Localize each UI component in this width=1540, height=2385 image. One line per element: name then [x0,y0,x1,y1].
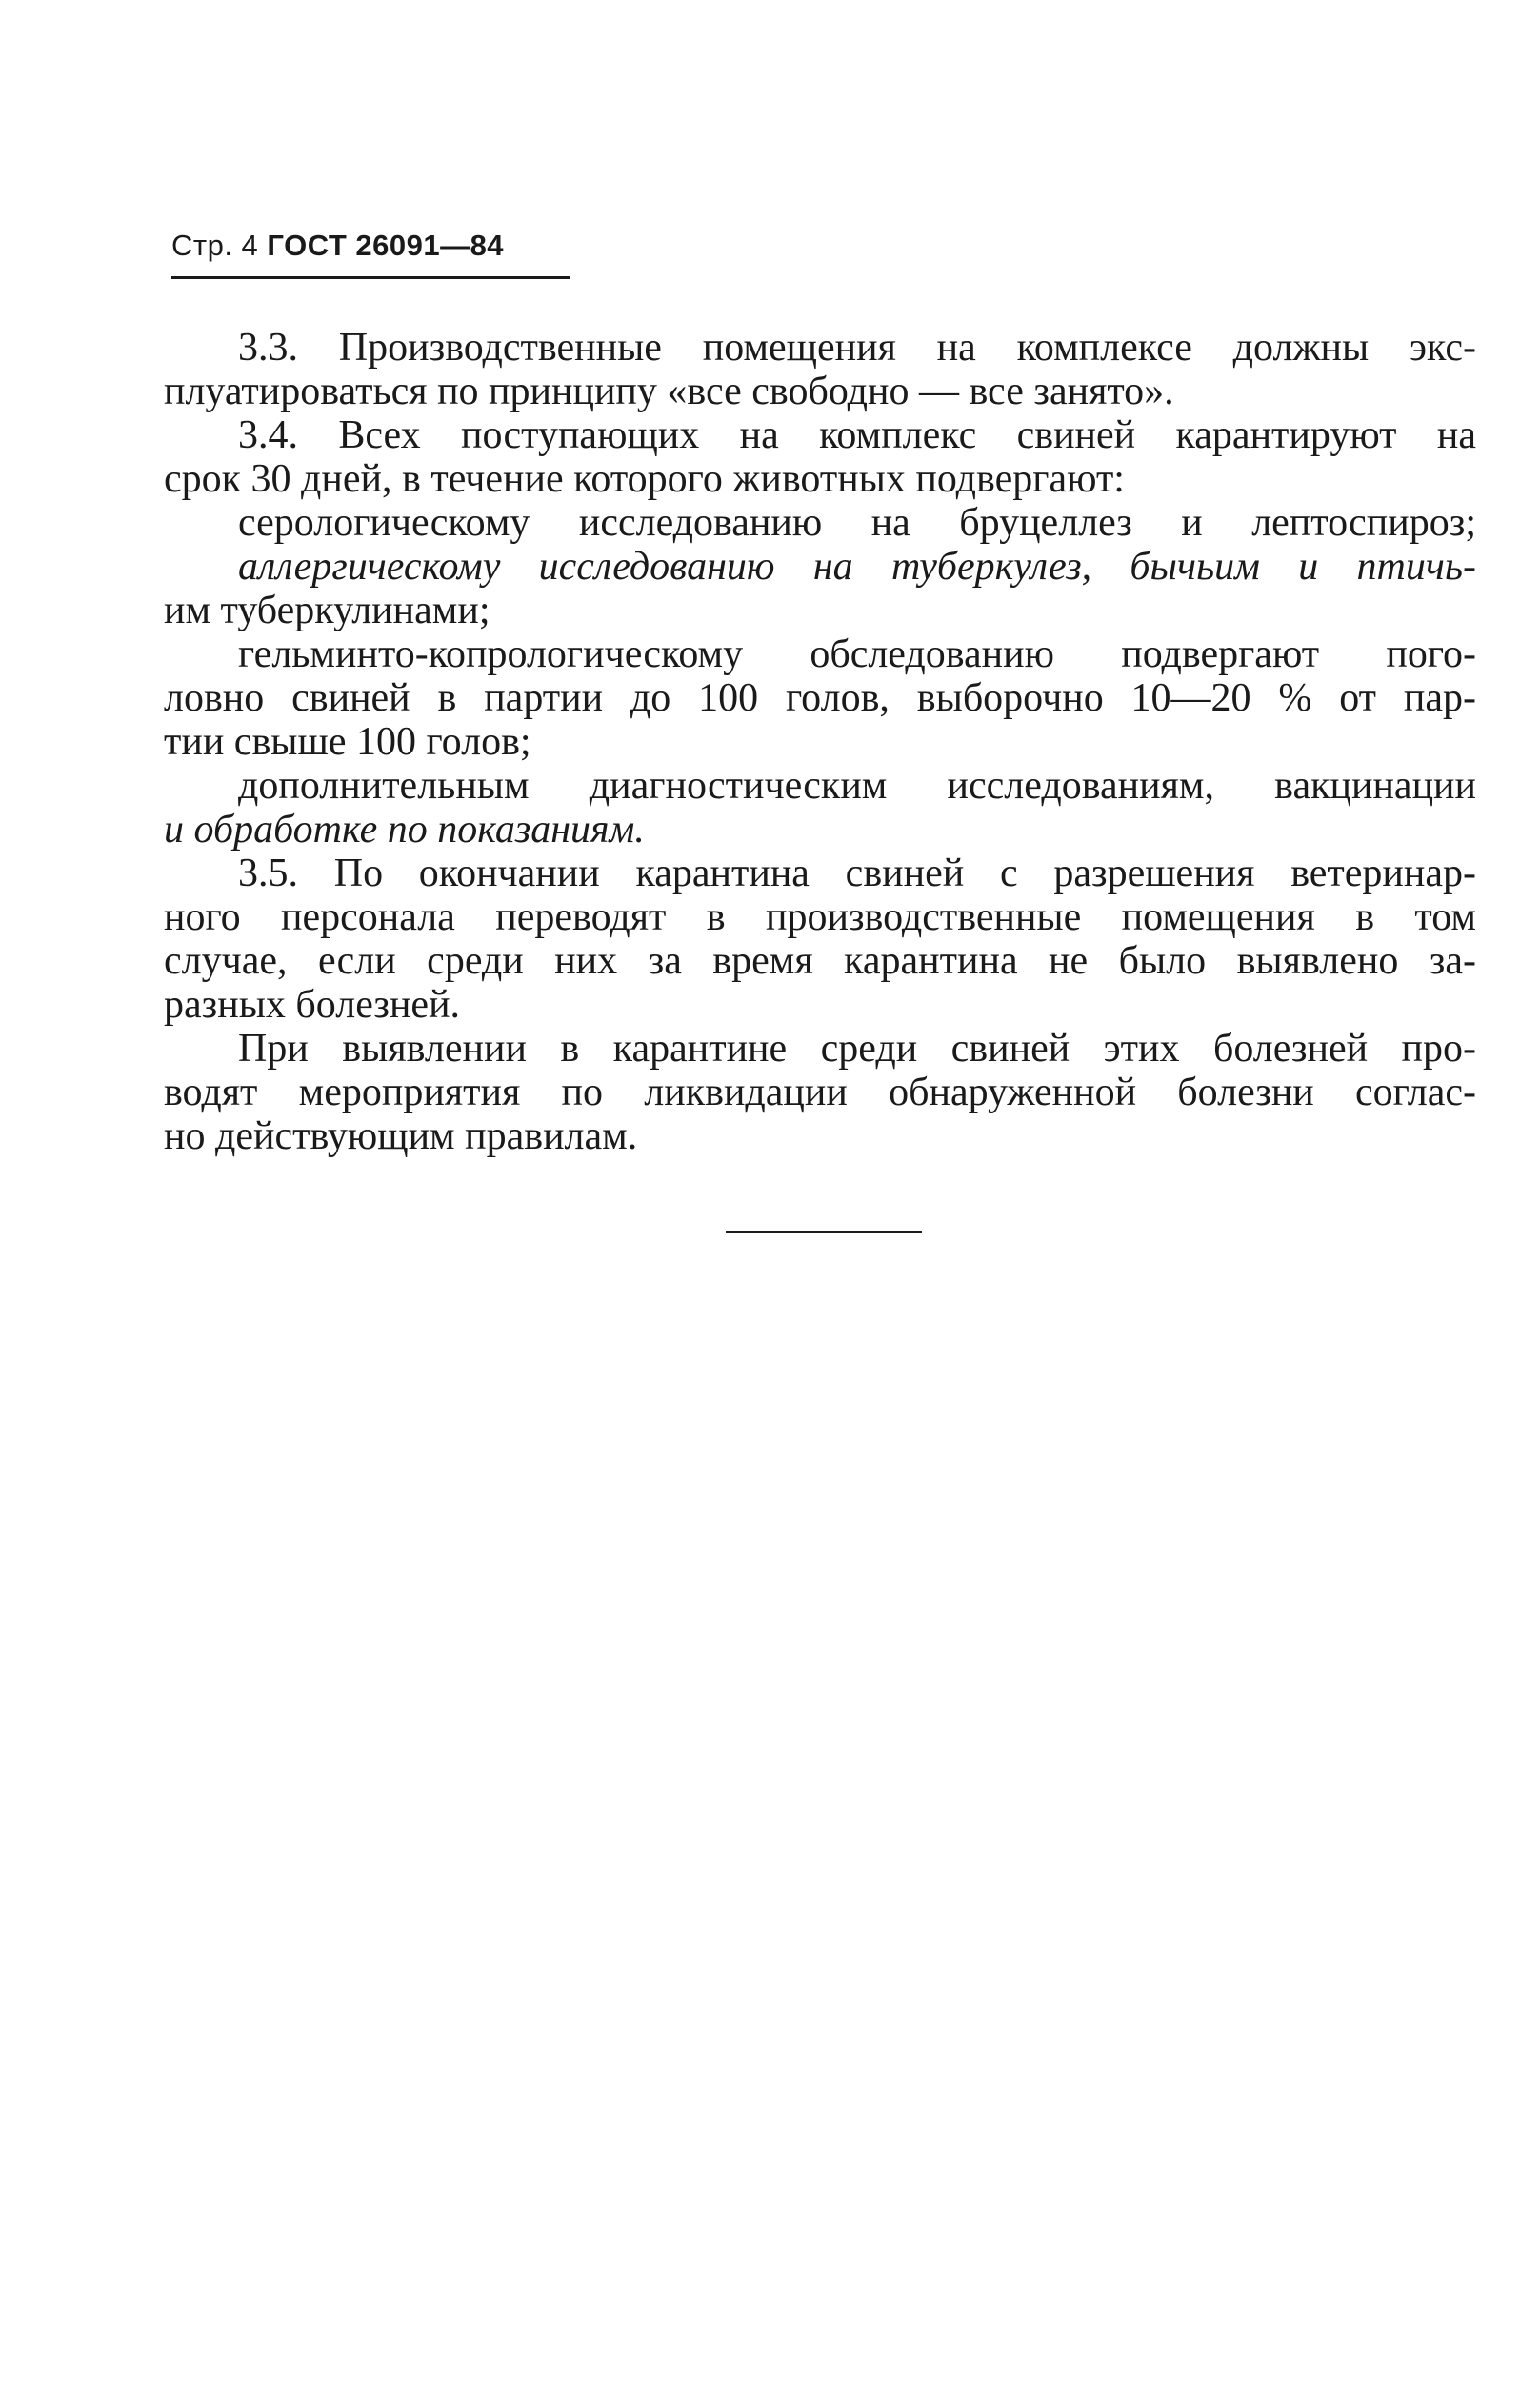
text-line: 3.5. По окончании карантина свиней с разрешения ветеринар- [238,852,1476,895]
text-line: срок 30 дней, в течение которого животных подвергают: [164,457,1125,501]
text-line: случае, если среди них за время карантина не было выявлено за- [164,939,1476,983]
text-line: серологическому исследованию на бруцеллез и лептоспироз; [238,501,1476,545]
text-line: водят мероприятия по ликвидации обнаруженной болезни соглас- [164,1071,1476,1114]
text-line: плуатироваться по принципу «все свободно — все занято». [164,370,1174,413]
text-line: дополнительным диагностическим исследованиям, вакцинации [238,764,1476,808]
text-line: 3.4. Всех поступающих на комплекс свиней карантируют на [238,413,1476,457]
text-line: аллергическому исследованию на туберкулез, бычьим и птичь- [238,545,1476,589]
running-header [171,229,504,263]
end-of-text-rule [726,1231,922,1233]
text-line: и обработке по показаниям. [164,808,645,852]
body-text [164,326,1476,1158]
header-rule [171,276,570,279]
text-line: ного персонала переводят в производственные помещения в том [164,895,1476,939]
text-line: им туберкулинами; [164,589,490,632]
text-line: гельминто-копрологическому обследованию подвергают пого- [238,632,1476,676]
text-line: При выявлении в карантине среди свиней этих болезней про- [238,1027,1476,1071]
text-line: но действующим правилам. [164,1114,638,1158]
text-line: ловно свиней в партии до 100 голов, выборочно 10—20 % от пар- [164,676,1476,720]
page-number-label: Стр. 4 [171,229,259,262]
text-line: тии свыше 100 голов; [164,720,531,764]
text-line: 3.3. Производственные помещения на комплексе должны экс- [238,326,1476,370]
standard-designation: ГОСТ 26091—84 [267,229,505,262]
text-line: разных болезней. [164,983,461,1027]
